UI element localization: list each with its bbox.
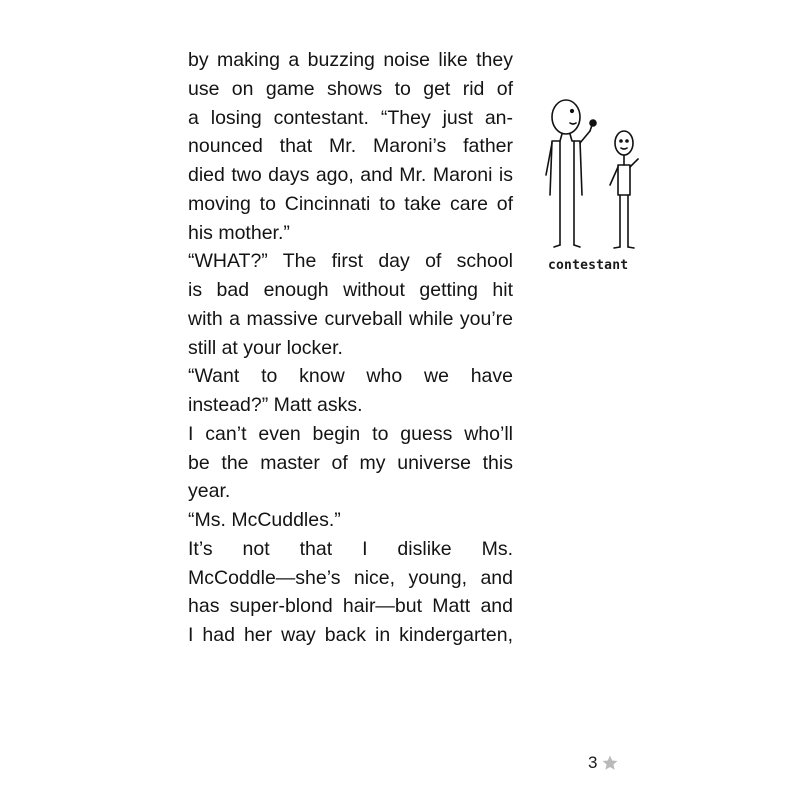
text-line: I had her way back in kindergarten, bbox=[188, 624, 513, 646]
text-line: be the master of my universe this bbox=[188, 451, 513, 474]
text-line: I can’t even begin to guess who’ll bbox=[188, 422, 513, 445]
text-line: still at your locker. bbox=[188, 336, 343, 359]
text-line: It’s not that I dislike Ms. bbox=[188, 537, 513, 560]
text-line: died two days ago, and Mr. Maroni is bbox=[188, 164, 513, 186]
body-text bbox=[188, 46, 513, 650]
text-line: year. bbox=[188, 480, 231, 503]
text-line: use on game shows to get rid of bbox=[188, 77, 513, 100]
text-line: instead?” Matt asks. bbox=[188, 394, 363, 416]
text-line: is bad enough without getting hit bbox=[188, 279, 513, 301]
text-line: “Ms. McCuddles.” bbox=[188, 509, 341, 531]
illustration-caption: contestant bbox=[548, 258, 629, 273]
star-icon bbox=[601, 754, 619, 772]
text-line: with a massive curveball while you’re bbox=[188, 307, 513, 330]
page-footer bbox=[588, 753, 619, 773]
page-number: 3 bbox=[588, 753, 598, 772]
text-line: “WHAT?” The first day of school bbox=[188, 250, 513, 273]
text-line: McCoddle—she’s nice, young, and bbox=[188, 566, 513, 589]
text-line: moving to Cincinnati to take care of bbox=[188, 192, 513, 215]
text-line: a losing contestant. “They just an- bbox=[188, 106, 513, 129]
text-line: has super-blond hair—but Matt and bbox=[188, 595, 513, 618]
text-line: his mother.” bbox=[188, 221, 290, 244]
text-line: by making a buzzing noise like they bbox=[188, 49, 513, 71]
text-line: “Want to know who we have bbox=[188, 365, 513, 388]
contestant-drawing-icon bbox=[540, 95, 650, 255]
text-line: nounced that Mr. Maroni’s father bbox=[188, 135, 513, 158]
